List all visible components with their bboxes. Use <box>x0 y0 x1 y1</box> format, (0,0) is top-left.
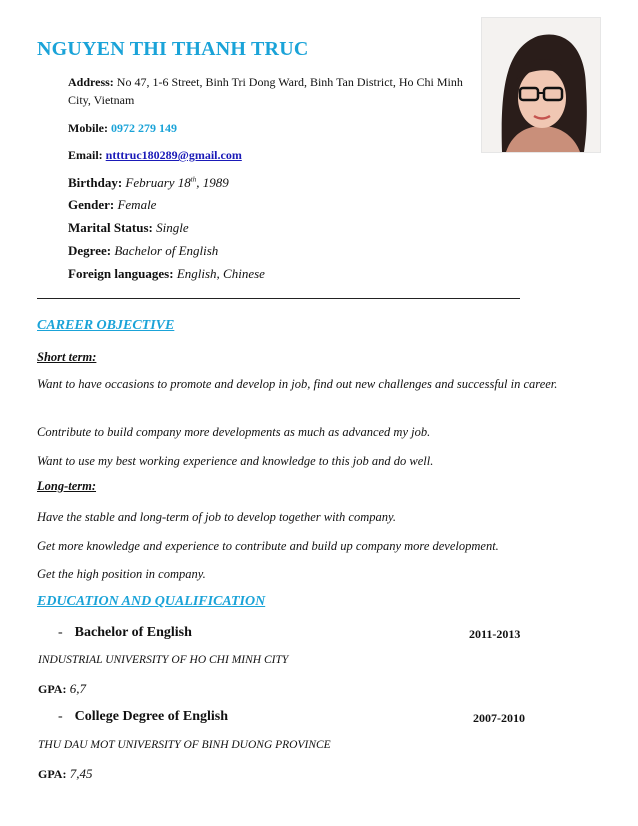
address-label: Address: <box>68 75 114 89</box>
profile-photo-image <box>482 18 600 152</box>
profile-photo <box>481 17 601 153</box>
birthday-value: February 18th, 1989 <box>125 175 229 190</box>
gpa-label: GPA: <box>38 682 67 696</box>
address-value: No 47, 1-6 Street, Binh Tri Dong Ward, Binh Tan District, Ho Chi Minh City, Vietnam <box>68 75 463 107</box>
email-link[interactable]: ntttruc180289@gmail.com <box>105 148 242 162</box>
birthday-label: Birthday: <box>68 175 123 190</box>
gpa-label: GPA: <box>38 767 67 781</box>
mobile-label: Mobile: <box>68 121 108 135</box>
long-term-item: Have the stable and long-term of job to develop together with company. <box>37 510 396 524</box>
mobile-value: 0972 279 149 <box>111 121 177 135</box>
gpa-value: 7,45 <box>69 766 93 781</box>
address-line <box>68 73 468 109</box>
long-term-item: Get the high position in company. <box>37 567 206 581</box>
long-term-label: Long-term: <box>37 479 97 493</box>
marital-line <box>68 220 189 236</box>
gender-line <box>68 197 156 213</box>
degree-name: Bachelor of English <box>74 625 192 640</box>
languages-label: Foreign languages: <box>68 266 174 281</box>
education-heading: EDUCATION AND QUALIFICATION <box>37 594 266 609</box>
degree-value: Bachelor of English <box>114 243 219 258</box>
university-name: INDUSTRIAL UNIVERSITY OF HO CHI MINH CITY <box>38 654 289 666</box>
birthday-line <box>68 175 229 191</box>
career-objective-heading: CAREER OBJECTIVE <box>37 318 175 333</box>
marital-label: Marital Status: <box>68 220 153 235</box>
email-line <box>68 146 468 164</box>
list-dash: - <box>58 709 63 724</box>
short-term-label: Short term: <box>37 350 97 364</box>
education-degree <box>58 709 228 725</box>
university-name: THU DAU MOT UNIVERSITY OF BINH DUONG PROVINCE <box>38 739 331 751</box>
gender-value: Female <box>117 197 157 212</box>
list-dash: - <box>58 625 63 640</box>
short-term-item: Want to have occasions to promote and develop in job, find out new challenges and successful in career. <box>37 377 558 391</box>
languages-line <box>68 266 265 282</box>
divider-line <box>37 298 520 299</box>
education-years: 2011-2013 <box>469 627 521 641</box>
languages-value: English, Chinese <box>176 266 265 281</box>
degree-line <box>68 243 218 259</box>
marital-value: Single <box>156 220 189 235</box>
gpa-line <box>38 766 92 782</box>
degree-label: Degree: <box>68 243 112 258</box>
gpa-line <box>38 681 86 697</box>
degree-name: College Degree of English <box>74 709 229 724</box>
gender-label: Gender: <box>68 197 115 212</box>
email-label: Email: <box>68 148 103 162</box>
mobile-line <box>68 119 468 137</box>
education-degree <box>58 625 192 641</box>
education-years: 2007-2010 <box>473 711 525 725</box>
short-term-item: Want to use my best working experience and knowledge to this job and do well. <box>37 454 434 468</box>
short-term-item: Contribute to build company more developments as much as advanced my job. <box>37 425 431 439</box>
candidate-name: NGUYEN THI THANH TRUC <box>37 38 309 60</box>
long-term-item: Get more knowledge and experience to contribute and build up company more development. <box>37 539 499 553</box>
gpa-value: 6,7 <box>69 681 86 696</box>
